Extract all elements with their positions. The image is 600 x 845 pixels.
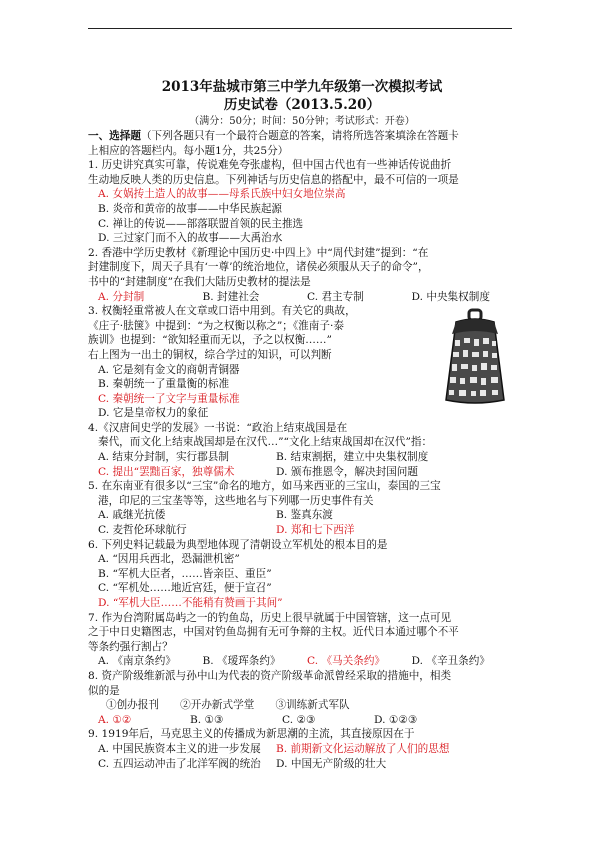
q4-stem-2: 秦代，而文化上结束战国却是在汉代…”“文化上结束战国却在汉代”指： [98,436,433,449]
q6-option-c: C. “军机处……地近宫廷，便于宣召” [98,582,272,595]
q7-stem-1: 7. 作为台湾附属岛屿之一的钓鱼岛，历史上很早就属于中国管辖，这一点可见 [88,611,452,624]
q1-stem-2: 生动地反映人类的历史信息。下列神话与历史信息的搭配中，最不可信的一项是 [88,173,459,186]
q3-block [88,304,516,421]
q3-option-a: A. 它是刻有金文的商朝青铜器 [98,363,240,376]
q7-stem-2: 之于中日史籍图志，中国对钓鱼岛拥有无可争辩的主权。近代日本通过哪个不平 [88,626,459,639]
section-title: 一、选择题 [88,130,141,142]
q2-options [88,290,516,305]
q9-options-row1 [88,742,516,757]
q2-option-c: C. 君主专制 [307,290,364,303]
q8-stem-2: 似的是 [88,684,120,697]
q6-option-a: A. “因用兵西北，恐漏泄机密” [98,553,240,566]
q9-option-a: A. 中国民族资本主义的进一步发展 [98,742,261,755]
q9-option-d: D. 中国无产阶级的壮大 [276,757,387,770]
exam-title: 2013年盐城市第三中学九年级第一次模拟考试 [161,79,443,95]
q1-option-b: B. 炎帝和黄帝的故事——中华民族起源 [98,202,283,215]
q5-option-b: B. 鉴真东渡 [276,509,333,522]
q4-option-d: D. 颁布推恩令，解决封国问题 [276,465,418,478]
q8-stem-1: 8. 资产阶级维新派与孙中山为代表的资产阶级革命派曾经采取的措施中，相类 [88,669,452,682]
q2-option-d: D. 中央集权制度 [411,290,490,303]
q5-options-row1 [88,508,516,523]
q5-stem-2: 港，印尼的三宝垄等等，这些地名与下列哪一历史事件有关 [98,494,374,507]
q7-option-d: D. 《辛丑条约》 [411,655,490,668]
q7-option-c: C. 《马关条约》 [307,655,386,668]
q9-option-c: C. 五四运动冲击了北洋军阀的统治 [98,757,261,770]
section-heading [88,129,516,144]
top-rule [88,28,512,29]
q4-option-a: A. 结束分封制，实行郡县制 [98,451,229,464]
section-instruction-cont: 上相应的答题栏内。每小题1分，共25分） [88,144,289,157]
q5-option-c: C. 麦哲伦环球航行 [98,524,187,537]
q9-stem-1: 9. 1919年后，马克思主义的传播成为新思潮的主流，其直接原因在于 [88,728,415,741]
q5-options-row2 [88,523,516,538]
q3-stem-4: 右上图为一出土的铜权，综合学过的知识，可以判断 [88,348,332,361]
exam-subtitle: 历史试卷（2013.5.20） [223,97,381,113]
q8-items: ①创办报刊 ②开办新式学堂 ③训练新式军队 [106,699,350,712]
q5-stem-1: 5. 在东南亚有很多以“三宝”命名的地方，如马来西亚的三宝山，泰国的三宝 [88,480,441,493]
q3-stem-2: 《庄子·胠箧》中提到：“为之权衡以称之”；《淮南子·泰 [88,319,344,332]
q2-stem-1: 2. 香港中学历史教材《新理论中国历史·中四上》中“周代封建”提到：“在 [88,246,429,259]
q4-options-row2 [88,465,516,480]
q1-stem-1: 1. 历史讲究真实可靠，传说难免夸张虚构，但中国古代也有一些神话传说曲折 [88,159,452,172]
q9-options-row2 [88,757,516,772]
q6-option-b: B. “军机大臣者，……皆亲臣、重臣” [98,567,272,580]
q2-option-b: B. 封建社会 [202,290,260,303]
section-instruction: （下列各题只有一个最符合题意的答案，请将所选答案填涂在答题卡 [140,130,459,142]
exam-info: （满分：50分；时间：50分钟；考试形式：开卷） [189,116,415,127]
q6-option-d: D. “军机大臣……不能稍有赞画于其间” [98,597,283,609]
q1-option-d: D. 三过家门而不入的故事——大禹治水 [98,232,283,245]
q2-stem-3: 书中的“封建制度”在我们大陆历史教材的提法是 [88,275,311,288]
q4-option-c: C. 提出“罢黜百家，独尊儒术 [98,465,235,478]
q1-option-a: A. 女娲抟土造人的故事——母系氏族中妇女地位崇高 [98,188,346,201]
q4-option-b: B. 结束割据，建立中央集权制度 [276,451,429,464]
q8-option-d: D. ①②③ [374,713,418,726]
q8-option-c: C. ②③ [282,713,316,726]
q6-stem-1: 6. 下列史料记载最为典型地体现了清朝设立军机处的根本目的是 [88,538,388,551]
q3-stem-1: 3. 权衡轻重常被人在文章或口语中用到。有关它的典故， [88,305,356,318]
q7-options [88,654,516,669]
q7-option-b: B. 《瑷珲条约》 [202,655,281,668]
q8-option-b: B. ①③ [190,713,224,726]
q8-options [88,713,516,728]
q3-stem-3: 族训》也提到：“欲知轻重而无以，予之以权衡……” [88,334,332,347]
exam-page [88,78,516,771]
bronze-weight-image [438,308,512,406]
q8-option-a: A. ①② [98,713,132,726]
q2-option-a: A. 分封制 [98,290,145,303]
q4-stem-1: 4.《汉唐间史学的发展》一书说：“政治上结束战国是在 [88,421,348,434]
q4-options-row1 [88,450,516,465]
q2-stem-2: 封建制度下，周天子具有‘一尊’的统治地位，诸侯必须服从天子的命令”， [88,261,429,274]
q3-option-b: B. 秦朝统一了重量衡的标准 [98,378,230,391]
q7-option-a: A. 《南京条约》 [98,655,176,668]
q7-stem-3: 等条约强行割占？ [88,640,173,653]
q5-option-a: A. 戚继光抗倭 [98,509,166,522]
q3-option-c: C. 秦朝统一了文字与重量标准 [98,392,240,405]
q3-option-d: D. 它是皇帝权力的象征 [98,407,209,420]
q5-option-d: D. 郑和七下西洋 [276,524,355,537]
q1-option-c: C. 禅让的传说——部落联盟首领的民主推选 [98,217,304,230]
q9-option-b: B. 前期新文化运动解放了人们的思想 [276,742,450,755]
